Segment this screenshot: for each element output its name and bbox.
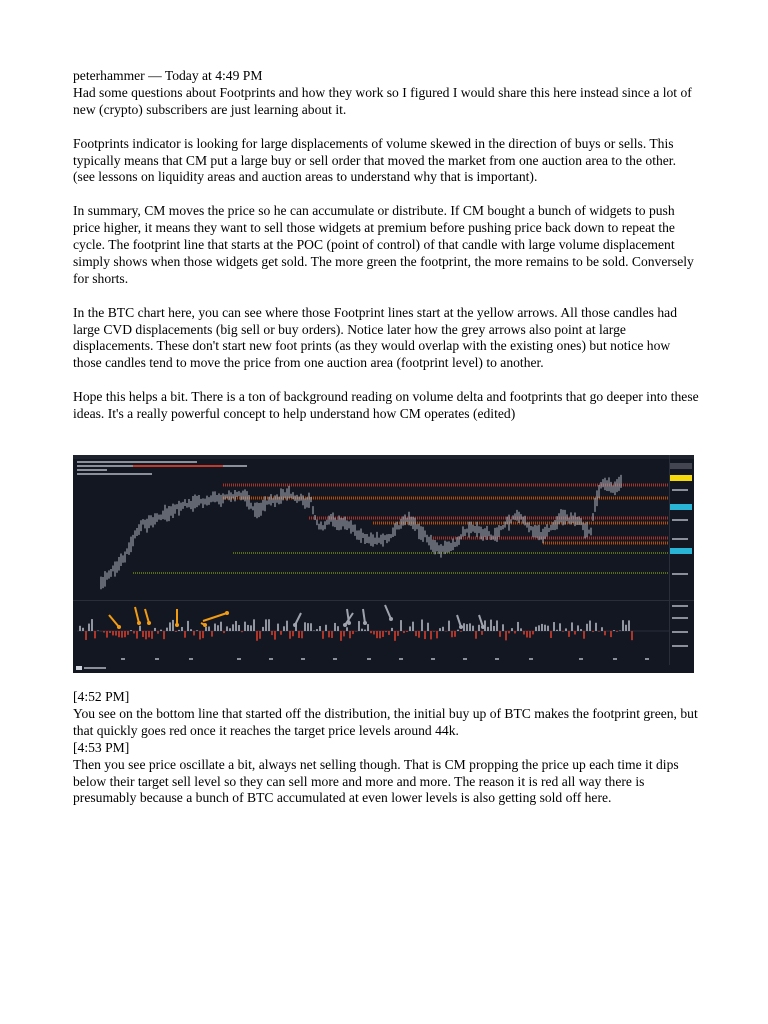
- cvd-bar: [283, 626, 285, 631]
- message-body: [73, 68, 699, 423]
- price-labels: [670, 463, 692, 647]
- cvd-bar: [94, 631, 96, 638]
- time-tick-label: [121, 658, 125, 660]
- cvd-bar: [154, 628, 156, 631]
- cvd-bar: [373, 631, 375, 634]
- cvd-bar: [163, 631, 165, 639]
- cvd-bar: [565, 628, 567, 631]
- cvd-bar: [103, 631, 105, 633]
- cvd-bar: [160, 630, 162, 631]
- cvd-bar: [262, 627, 264, 631]
- chart-header-lines: [77, 461, 247, 475]
- axis-tick-label: [672, 573, 688, 575]
- cvd-bar: [307, 623, 309, 631]
- cvd-bar: [328, 631, 330, 637]
- cvd-bar: [478, 625, 480, 631]
- cvd-bar: [394, 631, 396, 641]
- cvd-bar: [613, 630, 615, 631]
- cvd-bar: [598, 631, 600, 632]
- cvd-bar: [268, 619, 270, 631]
- cvd-bar: [112, 631, 114, 635]
- cvd-bar: [196, 630, 198, 631]
- cvd-bar: [280, 631, 282, 635]
- cvd-bar: [253, 619, 255, 631]
- cvd-bar: [88, 624, 90, 631]
- cvd-bar: [469, 623, 471, 631]
- followup-text-2: Then you see price oscillate a bit, always net selling though. That is CM propping the price up each time it dips below their target sell level so they can sell more and more and more. The reason it is red all way there is presumably because a bunch of BTC accumulated at even lower levels is also getting sold off here.: [73, 756, 679, 806]
- time-tick-label: [269, 658, 273, 660]
- cvd-bar: [544, 625, 546, 631]
- cvd-bar: [367, 624, 369, 631]
- cvd-bar: [271, 631, 273, 635]
- cvd-bar: [511, 628, 513, 631]
- cvd-bar: [622, 620, 624, 631]
- cvd-bar: [181, 627, 183, 631]
- cvd-bar: [418, 631, 420, 638]
- cvd-bar: [376, 631, 378, 638]
- axis-tick-label: [672, 617, 688, 619]
- cvd-bar: [133, 631, 135, 633]
- cvd-bar: [124, 631, 126, 637]
- cvd-bar: [211, 631, 213, 637]
- cvd-bar: [361, 629, 363, 631]
- cvd-bar: [550, 631, 552, 638]
- cvd-bar: [331, 631, 333, 638]
- cvd-bar: [529, 631, 531, 638]
- cvd-bar: [298, 631, 300, 638]
- cvd-bar: [562, 631, 564, 632]
- axis-tick-label: [672, 645, 688, 647]
- cvd-bar: [628, 620, 630, 631]
- cvd-bar: [79, 626, 81, 631]
- cvd-bar: [145, 631, 147, 639]
- cvd-bar: [370, 631, 372, 633]
- cvd-bar: [490, 620, 492, 631]
- cvd-bar: [229, 628, 231, 631]
- cvd-bar: [553, 622, 555, 631]
- cvd-bar: [235, 621, 237, 631]
- message-header: peterhammer — Today at 4:49 PM: [73, 68, 263, 83]
- price-label: [670, 463, 692, 469]
- cvd-bar: [604, 631, 606, 635]
- cvd-bar: [427, 623, 429, 631]
- cvd-bar: [472, 626, 474, 631]
- cvd-bar: [202, 631, 204, 638]
- cvd-bar: [256, 631, 258, 641]
- paragraph-3: In summary, CM moves the price so he can accumulate or distribute. If CM bought a bunch of widgets to push price higher, it means they want to sell those widgets at premium before pushing price back down to repeat the cycle. The footprint line that starts at the POC (point of control) of that candle with large volume displacement simply shows when those widgets get sold. The more green the footprint, the more remains to be sold. Conversely for shorts.: [73, 203, 694, 286]
- time-tick-label: [431, 658, 435, 660]
- cvd-bar: [541, 624, 543, 631]
- cvd-bar: [523, 631, 525, 634]
- cvd-bar: [556, 630, 558, 631]
- cvd-bar: [151, 631, 153, 639]
- cvd-bar: [532, 631, 534, 634]
- cvd-bar: [247, 625, 249, 631]
- cvd-bar: [187, 621, 189, 631]
- yellow-arrow-head: [175, 623, 179, 627]
- cvd-bar: [421, 620, 423, 631]
- cvd-bar: [382, 631, 384, 637]
- grey-arrow-head: [459, 625, 463, 629]
- cvd-bar: [502, 624, 504, 631]
- time-tick-label: [529, 658, 533, 660]
- cvd-bar: [91, 619, 93, 631]
- grey-arrow: [385, 605, 391, 619]
- cvd-bar: [214, 624, 216, 631]
- cvd-bar: [397, 631, 399, 636]
- time-tick-label: [333, 658, 337, 660]
- cvd-bar: [535, 627, 537, 631]
- cvd-bar: [217, 625, 219, 631]
- grey-arrow-head: [293, 623, 297, 627]
- cvd-bar: [337, 626, 339, 631]
- cvd-bar: [595, 623, 597, 631]
- cvd-bar: [265, 619, 267, 631]
- cvd-bar: [592, 631, 594, 632]
- cvd-bar: [277, 624, 279, 631]
- cvd-bar: [310, 623, 312, 631]
- cvd-bar: [208, 626, 210, 631]
- cvd-bar: [451, 631, 453, 637]
- price-candles: [101, 475, 621, 589]
- axis-tick-label: [672, 605, 688, 607]
- yellow-arrow: [145, 609, 149, 623]
- cvd-bar: [538, 625, 540, 631]
- cvd-bar: [274, 631, 276, 640]
- cvd-bar: [517, 622, 519, 631]
- cvd-bar: [343, 631, 345, 636]
- cvd-bar: [496, 620, 498, 631]
- yellow-arrow: [135, 607, 139, 623]
- cvd-bar: [520, 628, 522, 631]
- cvd-bar: [205, 627, 207, 631]
- cvd-bar: [121, 631, 123, 638]
- yellow-arrow: [203, 613, 227, 621]
- cvd-bar: [115, 631, 117, 636]
- cvd-bar: [220, 622, 222, 631]
- grey-arrow-head: [343, 623, 347, 627]
- cvd-bar: [412, 622, 414, 631]
- time-tick-label: [189, 658, 193, 660]
- time-tick-label: [463, 658, 467, 660]
- cvd-bar: [232, 624, 234, 631]
- cvd-bar: [178, 630, 180, 631]
- cvd-bar: [385, 631, 387, 632]
- cvd-bar: [184, 631, 186, 638]
- cvd-bar: [118, 631, 120, 637]
- axis-tick-label: [672, 519, 688, 521]
- yellow-arrow-head: [147, 621, 151, 625]
- cvd-bar: [499, 631, 501, 637]
- cvd-bar: [571, 622, 573, 631]
- paragraph-5: Hope this helps a bit. There is a ton of background reading on volume delta and footprints that go deeper into these ideas. It's a really powerful concept to help understand how CM operates (edited): [73, 389, 699, 422]
- cvd-bar: [286, 621, 288, 631]
- price-label: [670, 548, 692, 554]
- cvd-bar: [175, 631, 177, 632]
- cvd-bar: [454, 631, 456, 637]
- time-tick-label: [613, 658, 617, 660]
- yellow-arrow-head: [203, 623, 207, 627]
- cvd-bar: [439, 628, 441, 631]
- cvd-bar: [586, 624, 588, 631]
- cvd-bar: [352, 631, 354, 634]
- cvd-bar: [244, 622, 246, 631]
- cvd-bar: [457, 630, 459, 631]
- cvd-bar: [349, 631, 351, 638]
- paragraph-2: Footprints indicator is looking for large displacements of volume skewed in the direction of buys or sells. This typically means that CM put a large buy or sell order that moved the market from one auction area to the other. (see lessons on liquidity areas and auction areas to understand why that is important).: [73, 135, 676, 185]
- price-label: [670, 504, 692, 510]
- followup-text-1: You see on the bottom line that started off the distribution, the initial buy up of BTC makes the footprint green, but that quickly goes red once it reaches the target price levels around 44k.: [73, 705, 698, 738]
- cvd-bar: [289, 631, 291, 639]
- cvd-bar: [514, 631, 516, 633]
- cvd-bar: [364, 630, 366, 631]
- cvd-bar: [463, 623, 465, 631]
- cvd-bar: [199, 631, 201, 639]
- followup-time-2: [4:53 PM]: [73, 739, 130, 755]
- cvd-bar: [589, 621, 591, 631]
- cvd-bar: [547, 626, 549, 631]
- cvd-bar: [250, 625, 252, 631]
- cvd-bar: [136, 631, 138, 639]
- cvd-bar: [139, 626, 141, 631]
- axis-tick-label: [672, 538, 688, 540]
- time-tick-label: [301, 658, 305, 660]
- cvd-bar: [475, 631, 477, 639]
- cvd-bar: [577, 625, 579, 631]
- cvd-bar: [580, 629, 582, 631]
- cvd-bar: [631, 631, 633, 640]
- followup-messages: [73, 689, 699, 807]
- time-tick-label: [237, 658, 241, 660]
- cvd-bar: [460, 631, 462, 632]
- followup-time-1: [4:52 PM]: [73, 689, 130, 704]
- cvd-bar: [601, 627, 603, 631]
- cvd-bar: [610, 631, 612, 637]
- cvd-bar: [172, 620, 174, 631]
- cvd-bar: [406, 631, 408, 632]
- tradingview-logo: [76, 666, 106, 670]
- time-tick-label: [495, 658, 499, 660]
- cvd-bar: [448, 621, 450, 631]
- cvd-bar: [157, 631, 159, 634]
- time-tick-label: [399, 658, 403, 660]
- cvd-bar: [316, 629, 318, 631]
- cvd-bar: [430, 631, 432, 639]
- yellow-arrow: [109, 615, 119, 627]
- cvd-bar: [190, 629, 192, 631]
- btc-chart-image: [73, 455, 694, 673]
- cvd-bar: [322, 631, 324, 639]
- cvd-bar: [493, 626, 495, 631]
- cvd-bar: [466, 624, 468, 631]
- cvd-bar: [106, 631, 108, 638]
- cvd-bar: [358, 621, 360, 631]
- cvd-bar: [379, 631, 381, 638]
- cvd-bar: [616, 631, 618, 632]
- yellow-arrow-head: [117, 625, 121, 629]
- cvd-bar: [127, 631, 129, 635]
- cvd-bar: [391, 628, 393, 631]
- cvd-bar: [481, 631, 483, 635]
- axis-tick-label: [672, 631, 688, 633]
- cvd-bar: [193, 631, 195, 635]
- cvd-bar: [340, 631, 342, 641]
- grey-arrow-head: [347, 621, 351, 625]
- time-tick-label: [367, 658, 371, 660]
- cvd-bar: [238, 625, 240, 631]
- cvd-bar: [223, 631, 225, 633]
- cvd-bar: [424, 631, 426, 639]
- cvd-bar: [130, 630, 132, 631]
- cvd-bar: [301, 631, 303, 638]
- cvd-bar: [259, 631, 261, 639]
- cvd-bar: [304, 622, 306, 631]
- yellow-arrow-head: [225, 611, 229, 615]
- grey-arrow-head: [363, 621, 367, 625]
- cvd-bar: [400, 620, 402, 631]
- cvd-bar: [433, 631, 435, 632]
- cvd-bar: [403, 631, 405, 633]
- paragraph-4: In the BTC chart here, you can see where those Footprint lines start at the yellow arrows. All those candles had large CVD displacements (big sell or buy orders). Notice later how the grey arrows also point at large displacements. These don't start new foot prints (as they would overlap with the existing ones) but notice how those candles tend to move the price from one auction area (footprint level) to another.: [73, 304, 677, 371]
- cvd-bar: [625, 625, 627, 631]
- time-axis: [121, 658, 649, 660]
- cvd-bar: [292, 631, 294, 636]
- cvd-bar: [142, 631, 144, 637]
- cvd-bar: [109, 631, 111, 633]
- cvd-bar: [85, 631, 87, 640]
- cvd-bar: [574, 631, 576, 634]
- cvd-bar: [508, 631, 510, 633]
- grey-arrow: [363, 609, 365, 623]
- cvd-bar: [325, 625, 327, 631]
- price-label: [670, 475, 692, 481]
- grey-arrow-head: [481, 625, 485, 629]
- cvd-bar: [409, 626, 411, 631]
- cvd-bar: [334, 623, 336, 631]
- grey-arrow-head: [389, 617, 393, 621]
- cvd-bar: [388, 631, 390, 635]
- paragraph-1: Had some questions about Footprints and how they work so I figured I would share this here instead since a lot of new (crypto) subscribers are just learning about it.: [73, 84, 692, 117]
- cvd-bar: [148, 631, 150, 637]
- cvd-bar: [442, 627, 444, 631]
- cvd-bar: [568, 631, 570, 637]
- cvd-bar: [166, 628, 168, 631]
- grey-arrow: [295, 613, 301, 625]
- cvd-bar: [487, 627, 489, 631]
- cvd-bar: [415, 631, 417, 636]
- cvd-bar: [346, 627, 348, 631]
- cvd-bar: [169, 622, 171, 631]
- time-tick-label: [155, 658, 159, 660]
- axis-tick-label: [672, 489, 688, 491]
- cvd-bar: [82, 628, 84, 631]
- cvd-bar: [526, 631, 528, 637]
- cvd-bar: [505, 631, 507, 640]
- cvd-bar: [241, 631, 243, 632]
- cvd-histogram: [77, 619, 669, 641]
- yellow-arrow-head: [137, 621, 141, 625]
- cvd-bar: [319, 626, 321, 631]
- cvd-bar: [436, 631, 438, 638]
- time-tick-label: [645, 658, 649, 660]
- time-tick-label: [579, 658, 583, 660]
- cvd-bar: [559, 623, 561, 631]
- cvd-bar: [583, 631, 585, 639]
- cvd-bar: [226, 626, 228, 631]
